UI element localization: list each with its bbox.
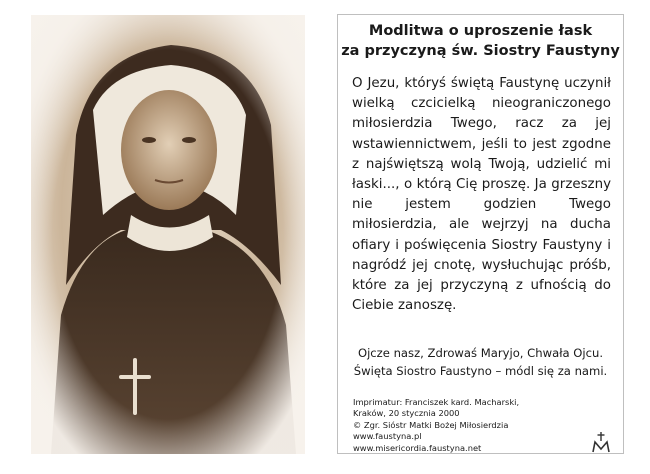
- website-link-1[interactable]: www.faustyna.pl: [353, 431, 422, 442]
- cross-m-emblem-icon: [591, 431, 611, 453]
- prayer-title: [338, 21, 623, 61]
- portrait-photo: [31, 15, 305, 454]
- prayer-title-line-1: Modlitwa o uproszenie łask: [368, 23, 593, 39]
- closing-line-1: Ojcze nasz, Zdrowaś Maryjo, Chwała Ojcu.: [357, 346, 604, 360]
- website-link-2[interactable]: www.misericordia.faustyna.net: [353, 442, 482, 453]
- portrait-image: [31, 15, 305, 454]
- prayer-text: O Jezu, któryś świętą Faustynę uczynił wielką czcicielką nieograniczonego miłosierdzia Twego, racz za jej wstawiennictwem, jeśli to jest zgodne z najświętszą wolą Twoją, udzielić mi łaski..., o którą Cię proszę. Ja grzeszny nie jestem godzien Twego miłosierdzia, ale wejrzyj na ducha ofiary i poświęcenia Siostry Faustyny i nagródź jej cnotę, wysłuchując próśb, które za jej przyczyną z ufnością do Ciebie zanoszę.: [352, 76, 611, 314]
- closing-prayers: [338, 345, 623, 380]
- prayer-card: [337, 14, 624, 454]
- imprimatur-line-2: Kraków, 20 stycznia 2000: [353, 408, 460, 419]
- imprimatur-line-1: Imprimatur: Franciszek kard. Macharski,: [353, 397, 520, 407]
- copyright-line: © Zgr. Sióstr Matki Bożej Miłosierdzia: [353, 419, 509, 430]
- prayer-title-line-2: za przyczyną św. Siostry Faustyny: [341, 43, 620, 59]
- imprimatur: [353, 397, 519, 454]
- closing-line-2: Święta Siostro Faustyno – módl się za nami.: [353, 363, 608, 378]
